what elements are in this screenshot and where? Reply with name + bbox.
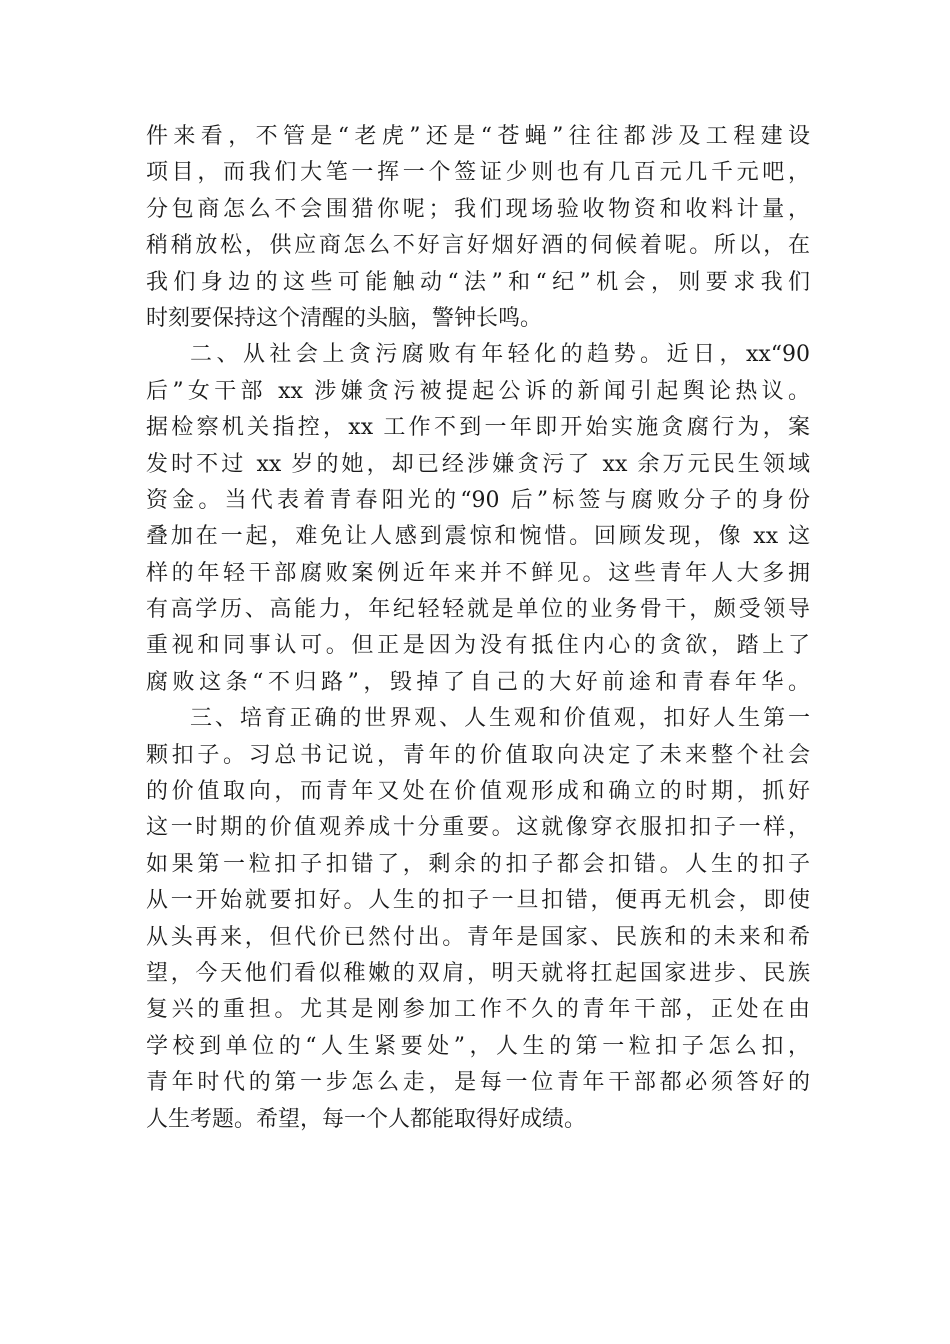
text-line: 复兴的重担。尤其是刚参加工作不久的青年干部，正处在由 — [146, 997, 810, 1023]
text-line: 我们身边的这些可能触动“法”和“纪”机会，则要求我们 — [146, 269, 810, 295]
text-line: 三、培育正确的世界观、人生观和价值观，扣好人生第一 — [190, 706, 810, 732]
text-line: 颗扣子。习总书记说，青年的价值取向决定了未来整个社会 — [146, 742, 810, 768]
document-body — [146, 119, 810, 1138]
text-line: 的价值取向，而青年又处在价值观形成和确立的时期，抓好 — [146, 779, 810, 805]
text-line: 这一时期的价值观养成十分重要。这就像穿衣服扣扣子一样， — [146, 815, 810, 841]
text-line: 分包商怎么不会围猎你呢；我们现场验收物资和收料计量， — [146, 196, 810, 222]
text-line: 从头再来，但代价已然付出。青年是国家、民族和的未来和希 — [146, 924, 810, 950]
paragraph-2 — [146, 337, 810, 701]
text-line: 青年时代的第一步怎么走，是每一位青年干部都必须答好的 — [146, 1070, 810, 1096]
text-line: 有高学历、高能力，年纪轻轻就是单位的业务骨干，颇受领导 — [146, 597, 810, 623]
text-line: 人生考题。希望，每一个人都能取得好成绩。 — [146, 1106, 587, 1132]
paragraph-1 — [146, 119, 810, 337]
text-line: 样的年轻干部腐败案例近年来并不鲜见。这些青年人大多拥 — [146, 560, 810, 586]
text-line: 腐败这条“不归路”，毁掉了自己的大好前途和青春年华。 — [146, 669, 810, 695]
text-line: 学校到单位的“人生紧要处”，人生的第一粒扣子怎么扣， — [146, 1033, 810, 1059]
text-line: 发时不过 xx 岁的她，却已经涉嫌贪污了 xx 余万元民生领域 — [146, 451, 810, 477]
text-line: 据检察机关指控，xx 工作不到一年即开始实施贪腐行为，案 — [146, 415, 810, 441]
text-line: 叠加在一起，难免让人感到震惊和惋惜。回顾发现，像 xx 这 — [146, 524, 810, 550]
text-line: 项目，而我们大笔一挥一个签证少则也有几百元几千元吧， — [146, 160, 810, 186]
text-line: 如果第一粒扣子扣错了，剩余的扣子都会扣错。人生的扣子 — [146, 851, 810, 877]
text-line: 望，今天他们看似稚嫩的双肩，明天就将扛起国家进步、民族 — [146, 960, 810, 986]
text-line: 时刻要保持这个清醒的头脑，警钟长鸣。 — [146, 305, 543, 331]
text-line: 重视和同事认可。但正是因为没有抵住内心的贪欲，踏上了 — [146, 633, 810, 659]
paragraph-3 — [146, 701, 810, 1138]
text-line: 稍稍放松，供应商怎么不好言好烟好酒的伺候着呢。所以，在 — [146, 233, 810, 259]
text-line: 后”女干部 xx 涉嫌贪污被提起公诉的新闻引起舆论热议。 — [146, 378, 810, 404]
text-line: 二、从社会上贪污腐败有年轻化的趋势。近日，xx“90 — [190, 342, 810, 368]
text-line: 资金。当代表着青春阳光的“90 后”标签与腐败分子的身份 — [146, 487, 810, 513]
text-line: 从一开始就要扣好。人生的扣子一旦扣错，便再无机会，即使 — [146, 888, 810, 914]
text-line: 件来看，不管是“老虎”还是“苍蝇”往往都涉及工程建设 — [146, 124, 810, 149]
